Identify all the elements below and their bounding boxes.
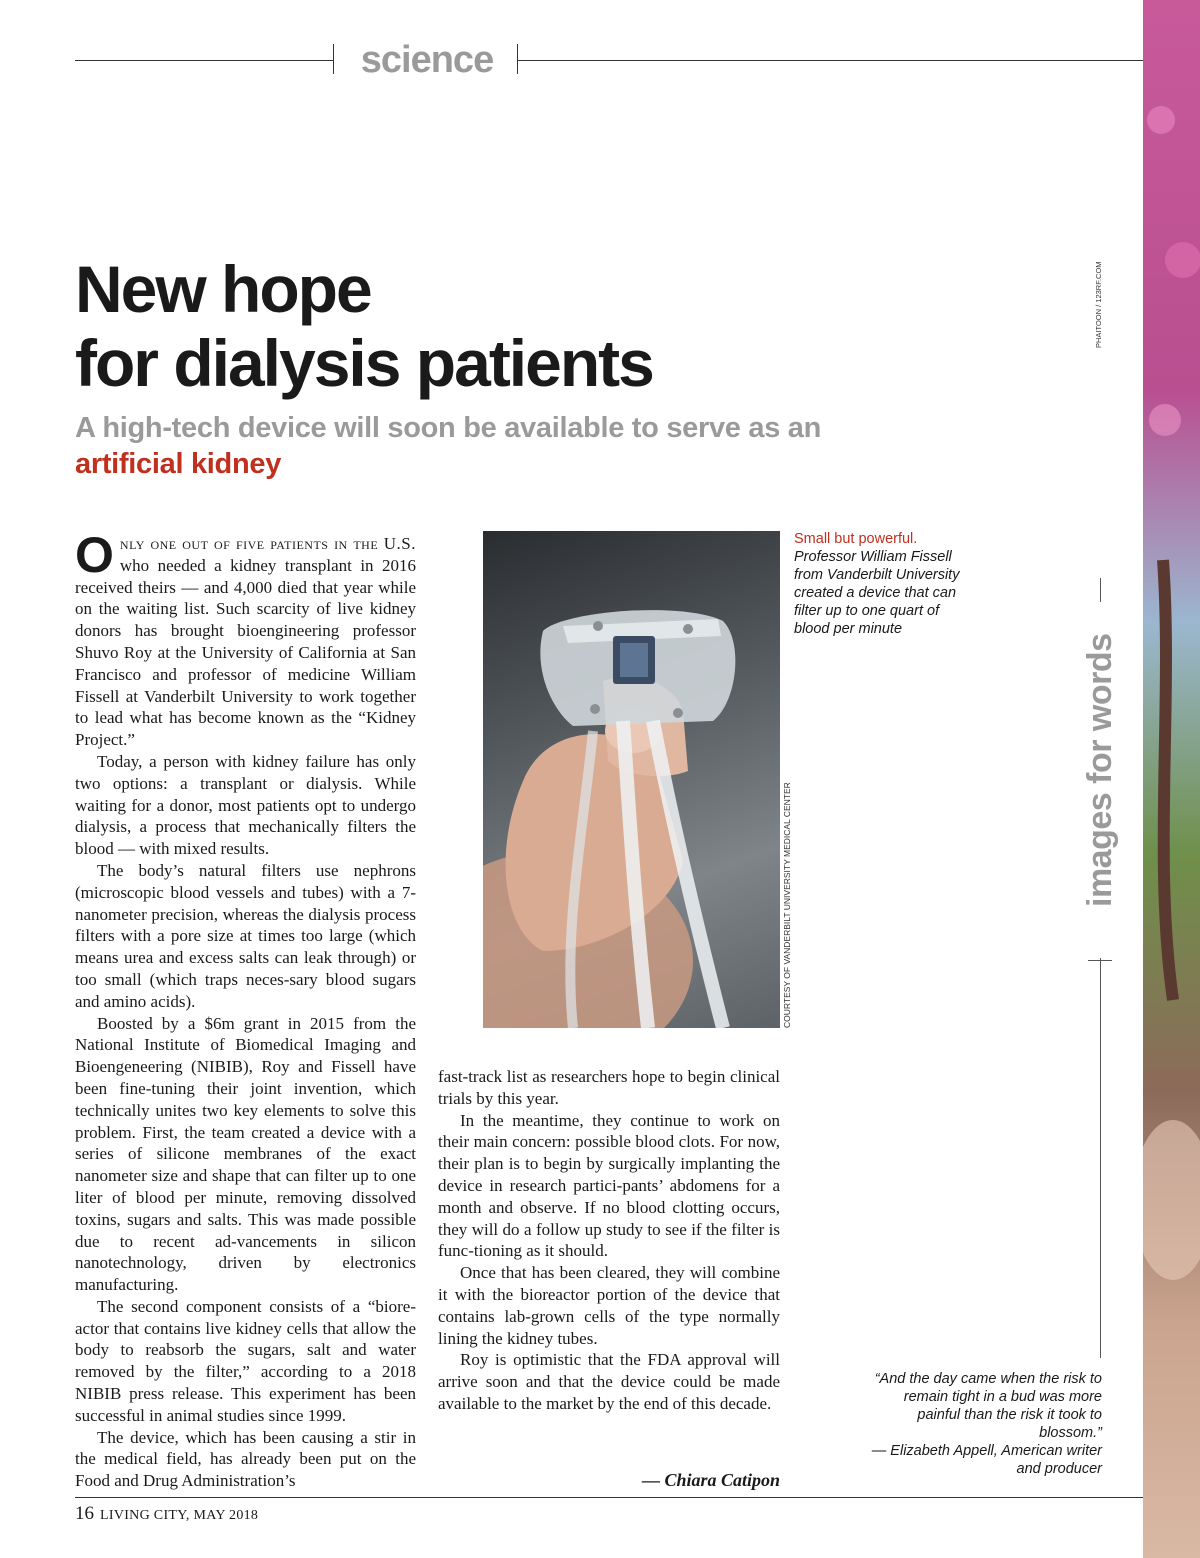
header-tick-left: [333, 44, 334, 74]
article-paragraph-6: The device, which has been causing a stir in the medical field, has already been put on the Food and Drug Administration’s: [75, 1427, 416, 1491]
article-column-2: [438, 1066, 780, 1415]
photo-credit: COURTESY OF VANDERBILT UNIVERSITY MEDICAL CENTER: [782, 782, 792, 1028]
article-paragraph-9: Roy is optimistic that the FDA approval will arrive soon and that the device could be made available to the market by the end of this decade.: [438, 1350, 780, 1413]
quote-text: “And the day came when the risk to remain tight in a bud was more painful than the risk it took to blossom.”: [874, 1371, 1102, 1441]
article-column-1: [75, 527, 416, 1492]
header-rule-right: [517, 60, 1143, 61]
blossom-photo: [1143, 0, 1200, 1558]
article-paragraph-3: The body’s natural filters use nephrons (microscopic blood vessels and tubes) with a 7-nanometer precision, whereas the dialysis process filters with a pore size at times too large (which means urea and excess salts can leak through) or too small (which traps neces-sary blood sugars and amino acids).: [75, 860, 416, 1011]
deck-accent: artificial kidney: [75, 448, 282, 480]
quote-author: — Elizabeth Appell, American writer and producer: [871, 1443, 1102, 1477]
byline: — Chiara Catipon: [641, 1470, 780, 1490]
publication-info: LIVING CITY, MAY 2018: [100, 1508, 259, 1523]
headline: [75, 252, 975, 400]
sidebar-quote: [860, 1370, 1102, 1478]
footer-rule: [75, 1497, 1143, 1498]
article-paragraph-1: [75, 527, 416, 751]
device-photo: [483, 531, 780, 1028]
header-rule-left: [75, 60, 333, 61]
drop-cap: O: [75, 527, 114, 583]
section-header: [75, 38, 1143, 82]
lead-rest: who needed a kidney transplant in 2016 received theirs — and 4,000 died that year while on the waiting list. Such scarcity of live kidney donors has brought bioengineering professor Shuvo Roy at the University of California at San Francisco and professor of medicine William Fissell at Vanderbilt University to work together to lead what has become known as the “Kidney Project.”: [75, 555, 416, 750]
article-paragraph-2: Today, a person with kidney failure has only two options: a transplant or dialysis. While waiting for a donor, most patients opt to undergo dialysis, a process that mechanically filters the blood — with mixed results.: [75, 751, 416, 859]
deck-text: A high-tech device will soon be available to serve as an: [75, 412, 822, 444]
lead-smallcaps: nly one out of five patients in the U.S.: [119, 534, 416, 553]
device-illustration: [483, 531, 780, 1028]
photo-caption: [794, 530, 964, 638]
blossom-illustration: [1143, 0, 1200, 1558]
sidebar-label: images for words: [1081, 633, 1119, 907]
article-paragraph-5: The second component consists of a “biore-actor that contains live kidney cells that allow the body to reabsorb the sugars, salt and water removed by the filter,” according to a 2018 NIBIB press release. This experiment has been successful in animal studies since 1999.: [75, 1296, 416, 1425]
headline-line-1: New hope: [75, 252, 371, 326]
section-label: science: [360, 39, 494, 81]
headline-line-2: for dialysis patients: [75, 326, 653, 400]
deck: [75, 410, 875, 482]
sidebar-rule: [1100, 958, 1101, 1358]
caption-body: Professor William Fissell from Vanderbilt University created a device that can filter up to one quart of blood per minute: [794, 549, 960, 637]
article-paragraph-6-continued: fast-track list as researchers hope to begin clinical trials by this year.: [438, 1067, 780, 1108]
article-paragraph-7: In the meantime, they continue to work on their main concern: possible blood clots. For now, their plan is to begin by surgically implanting the device in research partici-pants’ abdomens for a month and observe. If no blood clotting occurs, they will do a follow up study to see if the filter is func-tioning as it should.: [438, 1110, 780, 1261]
header-tick-right: [517, 44, 518, 74]
article-paragraph-8: Once that has been cleared, they will combine it with the bioreactor portion of the device that contains lab-grown cells of the type normally lining the kidney tubes.: [438, 1263, 780, 1348]
sidebar-photo-credit: PHAITOON / 123RF.COM: [1094, 261, 1103, 348]
article-paragraph-4: Boosted by a $6m grant in 2015 from the National Institute of Biomedical Imaging and Bioengeneering (NIBIB), Roy and Fissell have been fine-tuning their joint invention, which technically unites two key elements to solve this problem. First, the team created a device with a series of silicone membranes of the exact nanometer size and shape that can filter up to one liter of blood per minute, removing dissolved toxins, sugars and salts. This was made possible due to recent ad-vancements in silicon nanotechnology, driven by electronics manufacturing.: [75, 1013, 416, 1295]
page-number: 16: [75, 1503, 94, 1524]
page-footer: [75, 1503, 258, 1525]
caption-title: Small but powerful.: [794, 531, 918, 547]
